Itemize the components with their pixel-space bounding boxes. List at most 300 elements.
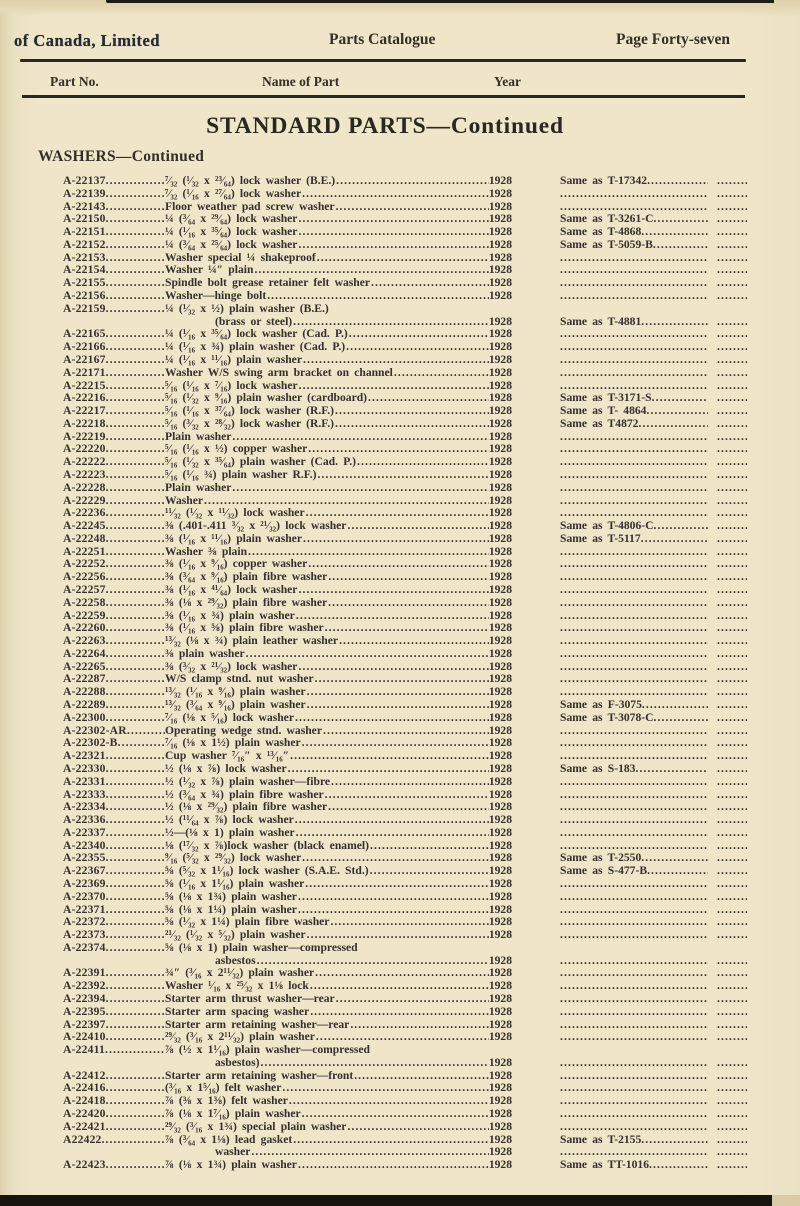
part-no-cell — [63, 916, 165, 929]
part-no: A-22258 — [63, 596, 106, 609]
year-value: 1928 — [488, 1056, 512, 1069]
part-no-cell — [63, 431, 165, 444]
dot-leader — [560, 1146, 708, 1159]
part-no-cell — [63, 750, 165, 763]
part-no-cell — [63, 827, 165, 840]
dot-leader — [317, 252, 489, 265]
part-no-cell — [63, 380, 165, 393]
dot-leader — [331, 776, 489, 789]
end-dots — [717, 558, 747, 571]
table-row — [63, 213, 753, 226]
part-no: A-22150 — [63, 213, 106, 226]
year-value: 1928 — [488, 379, 512, 392]
dot-leader — [310, 980, 489, 993]
part-name: ⁹⁄₁₆ (⁵⁄₃₂ x ²⁹⁄₃₂) lock washer — [165, 852, 302, 865]
same-as-cell — [560, 673, 708, 686]
part-no-cell — [63, 737, 165, 750]
part-name-cell — [165, 597, 512, 610]
dot-leader — [560, 495, 708, 508]
scan-bottom-corner — [772, 1195, 800, 1206]
table-row — [63, 891, 753, 904]
dot-leader — [298, 661, 488, 674]
end-dots — [717, 1146, 747, 1159]
part-no-cell — [63, 776, 165, 789]
year-value: 1928 — [488, 724, 512, 737]
end-dots — [717, 1070, 747, 1083]
dot-leader — [308, 443, 489, 456]
same-as-cell — [560, 1159, 708, 1172]
dot-leader — [106, 264, 165, 277]
year-value: 1928 — [488, 353, 512, 366]
dot-leader — [106, 367, 165, 380]
part-no-cell — [63, 1044, 165, 1057]
dot-leader — [102, 1134, 165, 1147]
same-as-cell — [560, 546, 708, 559]
year-value: 1928 — [488, 635, 512, 648]
same-as-reference: Same as T-5117 — [560, 532, 641, 545]
year-value: 1928 — [488, 315, 512, 328]
part-name: Washer ¹⁄₁₆ x ²⁵⁄₃₂ x 1⅛ lock — [165, 980, 309, 993]
end-dots — [717, 648, 747, 661]
part-no-cell — [63, 584, 165, 597]
part-no: A-22156 — [63, 290, 106, 303]
year-value: 1928 — [488, 673, 512, 686]
part-no-cell — [63, 456, 165, 469]
same-as-cell — [560, 1019, 708, 1032]
part-name-cell — [165, 558, 512, 571]
dot-leader — [106, 558, 165, 571]
dot-leader — [308, 558, 489, 571]
part-no: A-22416 — [63, 1082, 106, 1095]
dot-leader — [560, 776, 708, 789]
year-value: 1928 — [488, 1018, 512, 1031]
column-header-part-no: Part No. — [50, 74, 99, 89]
part-name-cell — [165, 865, 512, 878]
table-row — [63, 955, 753, 968]
table-row — [63, 597, 753, 610]
part-name: ⅞ (½ x 1¹⁄₁₆) plain washer—compressed — [165, 1044, 370, 1057]
part-no-cell — [63, 648, 165, 661]
table-row — [63, 801, 753, 814]
same-as-cell — [560, 993, 708, 1006]
same-as-cell — [560, 558, 708, 571]
same-as-cell — [560, 814, 708, 827]
table-row — [63, 814, 753, 827]
year-value: 1928 — [488, 1082, 512, 1095]
part-no: A-22251 — [63, 545, 106, 558]
dot-leader — [318, 469, 489, 482]
part-no-cell — [63, 622, 165, 635]
part-name: ¼ (³⁄₆₄ x ²⁹⁄₆₄) lock washer — [165, 213, 298, 226]
column-header-year: Year — [494, 74, 521, 89]
part-no: A-22289 — [63, 699, 106, 712]
part-name: ⁵⁄₁₆ (¹⁄₁₆ x ½) copper washer — [165, 443, 308, 456]
part-no-cell — [63, 840, 165, 853]
part-no-cell — [63, 277, 165, 290]
dot-leader — [346, 341, 489, 354]
dot-leader — [106, 354, 165, 367]
part-name: ⅜ (¹⁄₁₆ x ⁴¹⁄₆₄) lock washer — [165, 584, 298, 596]
same-as-cell — [560, 763, 708, 776]
part-name: ½—(⅛ x 1) plain washer — [165, 826, 295, 839]
dot-leader — [560, 1031, 708, 1044]
dot-leader — [310, 1006, 489, 1019]
same-as-cell — [560, 610, 708, 623]
end-dots — [717, 443, 747, 456]
same-as-reference: Same as F-3075 — [560, 699, 642, 712]
same-as-cell — [560, 482, 708, 495]
same-as-cell — [560, 226, 708, 239]
dot-leader — [106, 1019, 165, 1032]
dot-leader — [325, 622, 489, 635]
part-name: ⅝ (⁵⁄₃₂ x 1¹⁄₁₆) lock washer (S.A.E. Std.) — [165, 865, 369, 878]
part-name: Cup washer ⁷⁄₁₆″ x ¹³⁄₁₆″ — [165, 750, 290, 763]
year-value: 1928 — [488, 622, 512, 635]
year-value: 1928 — [488, 226, 512, 239]
part-name: ⅝ (¹⁄₁₆ x 1¹⁄₁₆) plain washer — [165, 877, 305, 890]
end-dots — [717, 1121, 747, 1134]
part-no-cell — [63, 520, 165, 533]
part-no-cell — [63, 1006, 165, 1019]
table-row — [63, 635, 753, 648]
part-no: A-22216 — [63, 392, 106, 405]
part-name-cell — [165, 750, 512, 763]
table-row — [63, 763, 753, 776]
same-as-cell — [560, 443, 708, 456]
dot-leader — [106, 1031, 165, 1044]
same-as-cell — [560, 686, 708, 699]
table-row — [63, 188, 753, 201]
table-row — [63, 967, 753, 980]
dot-leader — [106, 571, 165, 584]
year-value: 1928 — [488, 788, 512, 801]
part-name-cell — [165, 852, 512, 865]
dot-leader — [560, 277, 708, 290]
table-row — [63, 264, 753, 277]
same-as-cell — [560, 967, 708, 980]
same-as-cell — [560, 290, 708, 303]
part-no: A-22288 — [63, 686, 106, 699]
same-as-cell — [560, 1006, 708, 1019]
part-no: A-22263 — [63, 635, 106, 648]
dot-leader — [307, 929, 489, 942]
part-name-cell — [165, 380, 512, 393]
part-no-cell — [63, 789, 165, 802]
part-no-cell — [63, 635, 165, 648]
dot-leader — [560, 380, 708, 393]
end-dots — [717, 201, 747, 214]
same-as-reference: Same as T-3261-C — [560, 213, 654, 226]
end-dots — [717, 763, 747, 776]
part-no: A-22337 — [63, 826, 106, 839]
part-name: Starter arm retaining washer—rear — [165, 1018, 350, 1031]
dot-leader — [295, 814, 489, 827]
part-name-cell — [165, 341, 512, 354]
dot-leader — [106, 673, 165, 686]
part-no-cell — [63, 610, 165, 623]
part-name-cell — [165, 354, 512, 367]
dot-leader — [560, 1082, 708, 1095]
end-dots — [717, 188, 747, 201]
end-dots — [717, 865, 747, 878]
same-as-reference: Same as T- 4864 — [560, 405, 647, 418]
table-row — [63, 1134, 753, 1147]
end-dots — [717, 750, 747, 763]
year-value: 1928 — [488, 1005, 512, 1018]
year-value: 1928 — [488, 341, 512, 354]
part-name: Washer—hinge bolt — [165, 290, 267, 303]
dot-leader — [560, 725, 708, 738]
part-name-cell — [165, 814, 512, 827]
dot-leader — [560, 456, 708, 469]
dot-leader — [560, 1121, 708, 1134]
table-row — [63, 571, 753, 584]
dot-leader — [328, 597, 489, 610]
year-value: 1928 — [488, 609, 512, 622]
part-no-cell — [63, 852, 165, 865]
part-no: A-22153 — [63, 251, 106, 264]
part-name-cell — [165, 264, 512, 277]
dot-leader — [106, 546, 165, 559]
dot-leader — [127, 725, 165, 738]
part-name: ⅞ (⅛ x 1¾) plain washer — [165, 1159, 297, 1172]
year-value: 1928 — [488, 545, 512, 558]
part-name: ¹¹⁄₃₂ (¹⁄₃₂ x ¹¹⁄₃₂) lock washer — [165, 507, 305, 520]
same-as-cell — [560, 431, 708, 444]
part-no-cell — [63, 341, 165, 354]
end-dots — [717, 1019, 747, 1032]
same-as-cell — [560, 635, 708, 648]
same-as-reference: Same as T-4881 — [560, 315, 642, 328]
part-name: Washer special ¼ shakeproof — [165, 251, 316, 264]
same-as-cell — [560, 712, 708, 725]
dot-leader — [641, 533, 708, 546]
end-dots — [717, 380, 747, 393]
dot-leader — [298, 904, 489, 917]
dot-leader — [641, 1134, 708, 1147]
dot-leader — [654, 712, 709, 725]
dot-leader — [106, 763, 165, 776]
part-no: A-22302-AR — [63, 724, 127, 737]
end-dots — [717, 955, 747, 968]
dot-leader — [106, 865, 165, 878]
part-name: (brass or steel) — [215, 315, 293, 328]
year-value: 1928 — [488, 686, 512, 699]
part-name-cell — [165, 955, 512, 968]
dot-leader — [254, 264, 488, 277]
part-name: Operating wedge stnd. washer — [165, 724, 322, 737]
dot-leader — [560, 546, 708, 559]
part-name: Starter arm thrust washer—rear — [165, 993, 335, 1005]
part-no-cell — [63, 801, 165, 814]
dot-leader — [325, 789, 489, 802]
part-no-cell — [63, 1019, 165, 1032]
same-as-cell — [560, 929, 708, 942]
part-no-cell — [63, 201, 165, 214]
dot-leader — [106, 686, 165, 699]
table-row — [63, 673, 753, 686]
part-name: ²⁹⁄₃₂ (³⁄₁₆ x 1¾) special plain washer — [165, 1120, 347, 1133]
part-no: A-22245 — [63, 520, 106, 533]
part-name-cell — [165, 610, 512, 623]
part-no: A-22395 — [63, 1005, 106, 1018]
dot-leader — [336, 993, 489, 1006]
same-as-cell — [560, 1121, 708, 1134]
part-no: A-22137 — [63, 175, 106, 187]
same-as-reference: Same as T4872 — [560, 417, 639, 430]
end-dots — [717, 661, 747, 674]
year-value: 1928 — [488, 187, 512, 200]
dot-leader — [204, 495, 489, 508]
part-name: Washer ¼″ plain — [165, 264, 254, 277]
dot-leader — [106, 1159, 165, 1172]
end-dots — [717, 635, 747, 648]
dot-leader — [248, 546, 489, 559]
part-no-cell — [63, 597, 165, 610]
part-no-cell — [63, 814, 165, 827]
part-no-cell — [63, 239, 165, 252]
part-name: ¼ (¹⁄₁₆ x ³⁵⁄₆₄) lock washer — [165, 226, 298, 239]
part-no-cell — [63, 878, 165, 891]
end-dots — [717, 827, 747, 840]
end-dots — [717, 814, 747, 827]
end-dots — [717, 967, 747, 980]
table-row — [63, 558, 753, 571]
dot-leader — [323, 725, 489, 738]
year-value: 1928 — [488, 596, 512, 609]
dot-leader — [106, 290, 165, 303]
part-name-cell — [165, 878, 512, 891]
dot-leader — [106, 188, 165, 201]
part-no-cell — [63, 367, 165, 380]
table-row — [63, 546, 753, 559]
part-no-cell — [63, 418, 165, 431]
dot-leader — [106, 967, 165, 980]
part-no-cell — [63, 967, 165, 980]
part-no: A-22394 — [63, 993, 106, 1005]
part-no: A-22321 — [63, 750, 106, 763]
dot-leader — [106, 750, 165, 763]
part-name-cell — [165, 546, 512, 559]
dot-leader — [118, 737, 165, 750]
part-name: ⅞ (⅛ x 1⁷⁄₁₆) plain washer — [165, 1108, 301, 1121]
dot-leader — [106, 801, 165, 814]
dot-leader — [349, 328, 489, 341]
end-dots — [717, 1095, 747, 1108]
dot-leader — [560, 1095, 708, 1108]
part-name-cell — [165, 661, 512, 674]
end-dots — [717, 239, 747, 252]
dot-leader — [560, 354, 708, 367]
dot-leader — [560, 367, 708, 380]
dot-leader — [106, 661, 165, 674]
part-name: ⁵⁄₁₆ (¹⁄₃₂ x ³⁵⁄₆₄) plain washer (Cad. P.) — [165, 456, 356, 469]
part-name: ⁵⁄₁₆ (³⁄₃₂ x ²⁸⁄₃₂) lock washer (R.F.) — [165, 417, 335, 430]
dot-leader — [106, 1082, 165, 1095]
end-dots — [717, 904, 747, 917]
part-no-cell — [63, 558, 165, 571]
scan-top-edge-line — [106, 0, 774, 3]
dot-leader — [298, 1159, 489, 1172]
same-as-reference: Same as T-4868 — [560, 226, 642, 239]
part-no: A-22373 — [63, 929, 106, 942]
end-dots — [717, 1006, 747, 1019]
dot-leader — [560, 891, 708, 904]
dot-leader — [106, 648, 165, 661]
table-row — [63, 840, 753, 853]
part-name-cell — [165, 482, 512, 495]
same-as-cell — [560, 840, 708, 853]
end-dots — [717, 878, 747, 891]
dot-leader — [106, 239, 165, 252]
year-value: 1928 — [488, 826, 512, 839]
dot-leader — [350, 1019, 489, 1032]
part-no: A-22331 — [63, 775, 106, 788]
part-no: A-22154 — [63, 264, 106, 277]
table-row — [63, 610, 753, 623]
part-name-cell — [165, 213, 512, 226]
page-number: Page Forty-seven — [616, 31, 731, 48]
end-dots — [717, 929, 747, 942]
year-value: 1928 — [488, 213, 512, 226]
table-row — [63, 392, 753, 405]
part-no-cell — [63, 763, 165, 776]
part-name-cell — [165, 776, 512, 789]
dot-leader — [106, 175, 165, 188]
same-as-cell — [560, 1095, 708, 1108]
part-name-cell — [165, 469, 512, 482]
dot-leader — [560, 469, 708, 482]
part-name: ⅜ (¹⁄₁₆ x ⅝) plain fibre washer — [165, 622, 324, 635]
part-no-cell — [63, 725, 165, 738]
part-name: ⁷⁄₁₆ (⅛ x ⁵⁄₁₆) lock washer — [165, 711, 294, 724]
dot-leader — [357, 456, 489, 469]
same-as-cell — [560, 878, 708, 891]
same-as-cell — [560, 661, 708, 674]
part-name-cell — [165, 840, 512, 853]
table-row — [63, 277, 753, 290]
part-no: A-22257 — [63, 584, 106, 596]
dot-leader — [106, 699, 165, 712]
dot-leader — [106, 597, 165, 610]
part-name: Plain washer — [165, 481, 232, 494]
part-name-cell — [165, 1134, 512, 1147]
dot-leader — [298, 239, 488, 252]
company-name: of Canada, Limited — [14, 31, 161, 50]
part-no: A-22420 — [63, 1108, 106, 1121]
dot-leader — [106, 993, 165, 1006]
part-no: A-22260 — [63, 622, 106, 635]
dot-leader — [560, 558, 708, 571]
part-name: ⅜ (.401-.411 ³⁄₃₂ x ²¹⁄₃₂) lock washer — [165, 520, 347, 533]
year-value: 1928 — [488, 967, 512, 980]
same-as-cell — [560, 507, 708, 520]
dot-leader — [560, 290, 708, 303]
dot-leader — [106, 303, 165, 316]
part-no-cell — [63, 1095, 165, 1108]
part-no-cell — [63, 1082, 165, 1095]
dot-leader — [293, 1134, 489, 1147]
part-name-cell — [165, 226, 512, 239]
dot-leader — [560, 737, 708, 750]
year-value: 1928 — [488, 916, 512, 929]
same-as-cell — [560, 1108, 708, 1121]
year-value: 1928 — [488, 251, 512, 264]
end-dots — [717, 507, 747, 520]
end-dots — [717, 533, 747, 546]
part-no-cell — [63, 252, 165, 265]
table-row — [63, 699, 753, 712]
